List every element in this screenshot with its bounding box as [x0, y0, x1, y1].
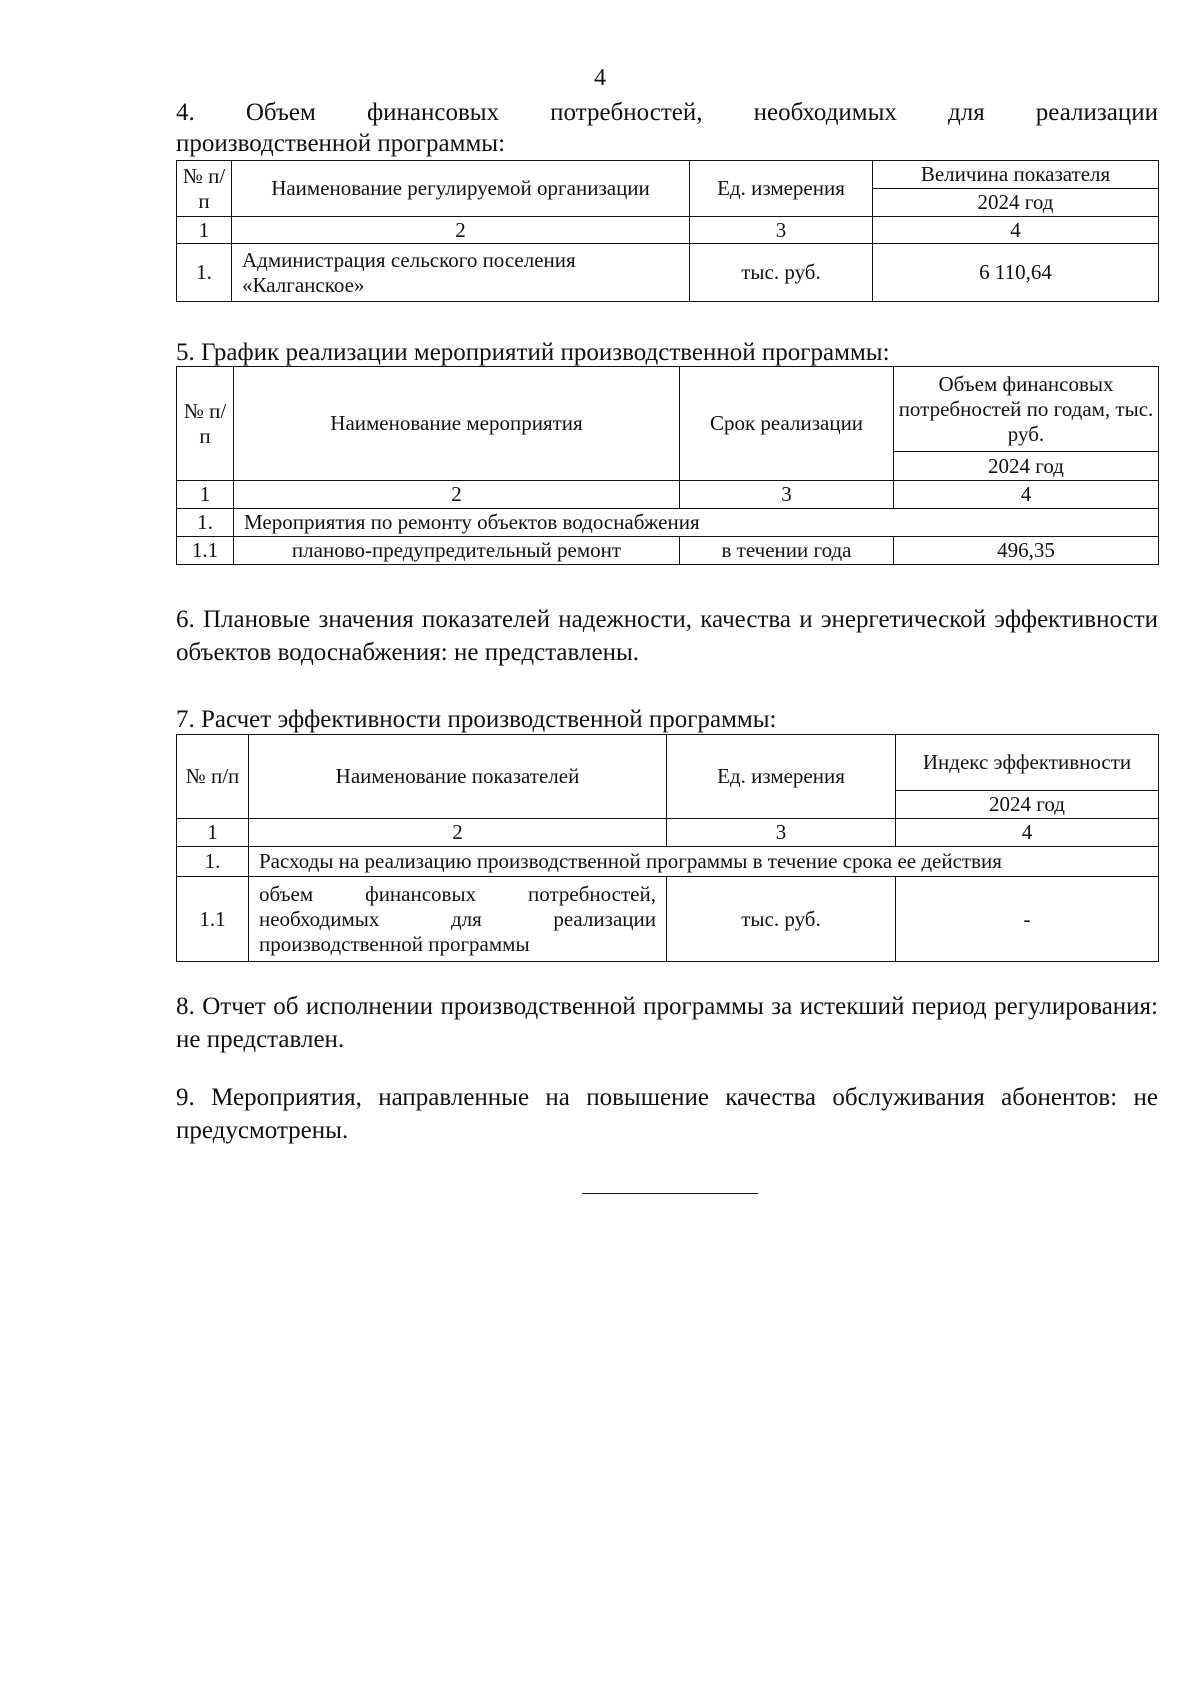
header-number: № п/п	[177, 735, 249, 819]
efficiency-table	[176, 734, 1159, 962]
section5-heading: 5. График реализации мероприятий производственной программы:	[176, 339, 890, 366]
row-indicator-name-line1: объем финансовых потребностей,	[259, 881, 656, 906]
row-indicator-name	[249, 877, 667, 962]
row-organization-name: Администрация сельского поселения «Калганское»	[232, 244, 690, 302]
row-indicator-name-line2: необходимых для реализации	[259, 906, 656, 931]
row-unit: тыс. руб.	[667, 877, 896, 962]
column-index-3: 3	[690, 217, 873, 244]
row-value: 6 110,64	[873, 244, 1159, 302]
row-term: в течении года	[680, 537, 894, 565]
row-value: -	[896, 877, 1159, 962]
section9-paragraph: 9. Мероприятия, направленные на повышение качества обслуживания абонентов: не предусмотрены.	[176, 1084, 1158, 1144]
header-number: № п/п	[177, 161, 232, 217]
header-unit: Ед. измерения	[690, 161, 873, 217]
header-efficiency-index: Индекс эффективности	[896, 735, 1159, 791]
column-index-2: 2	[232, 217, 690, 244]
row-value: 496,35	[894, 537, 1159, 565]
column-index-1: 1	[177, 217, 232, 244]
group-name: Расходы на реализацию производственной программы в течение срока ее действия	[249, 847, 1159, 877]
section7-heading: 7. Расчет эффективности производственной программы:	[176, 706, 777, 733]
column-index-1: 1	[177, 481, 234, 509]
column-index-2: 2	[249, 819, 667, 847]
row-number: 1.1	[177, 537, 234, 565]
section4-heading-line1: 4. Объем финансовых потребностей, необходимых для реализации	[176, 99, 1158, 126]
column-index-4: 4	[894, 481, 1159, 509]
header-organization-name: Наименование регулируемой организации	[232, 161, 690, 217]
group-name: Мероприятия по ремонту объектов водоснабжения	[234, 509, 1159, 537]
header-indicator-value: Величина показателя	[873, 161, 1159, 189]
page-number: 4	[594, 65, 606, 91]
section4-heading-line2: производственной программы:	[176, 130, 506, 157]
column-index-4: 4	[896, 819, 1159, 847]
group-number: 1.	[177, 847, 249, 877]
column-index-3: 3	[667, 819, 896, 847]
row-number: 1.	[177, 244, 232, 302]
header-year: 2024 год	[873, 189, 1159, 217]
header-year: 2024 год	[894, 452, 1159, 481]
row-indicator-name-line3: производственной программы	[259, 931, 530, 956]
column-index-3: 3	[680, 481, 894, 509]
financial-needs-table	[176, 160, 1159, 302]
section8-paragraph: 8. Отчет об исполнении производственной программы за истекший период регулирования: не представлен.	[176, 993, 1158, 1053]
header-financial-volume: Объем финансовых потребностей по годам, тыс. руб.	[894, 367, 1159, 452]
header-indicator-name: Наименование показателей	[249, 735, 667, 819]
row-activity-name: планово-предупредительный ремонт	[234, 537, 680, 565]
row-unit: тыс. руб.	[690, 244, 873, 302]
row-number: 1.1	[177, 877, 249, 962]
header-implementation-term: Срок реализации	[680, 367, 894, 481]
column-index-1: 1	[177, 819, 249, 847]
header-number: № п/п	[177, 367, 234, 481]
column-index-4: 4	[873, 217, 1159, 244]
header-activity-name: Наименование мероприятия	[234, 367, 680, 481]
closing-divider	[582, 1193, 758, 1194]
header-year: 2024 год	[896, 791, 1159, 819]
schedule-table	[176, 366, 1159, 565]
header-unit: Ед. измерения	[667, 735, 896, 819]
section6-paragraph: 6. Плановые значения показателей надежности, качества и энергетической эффективности объектов водоснабжения: не представлены.	[176, 606, 1158, 666]
column-index-2: 2	[234, 481, 680, 509]
group-number: 1.	[177, 509, 234, 537]
